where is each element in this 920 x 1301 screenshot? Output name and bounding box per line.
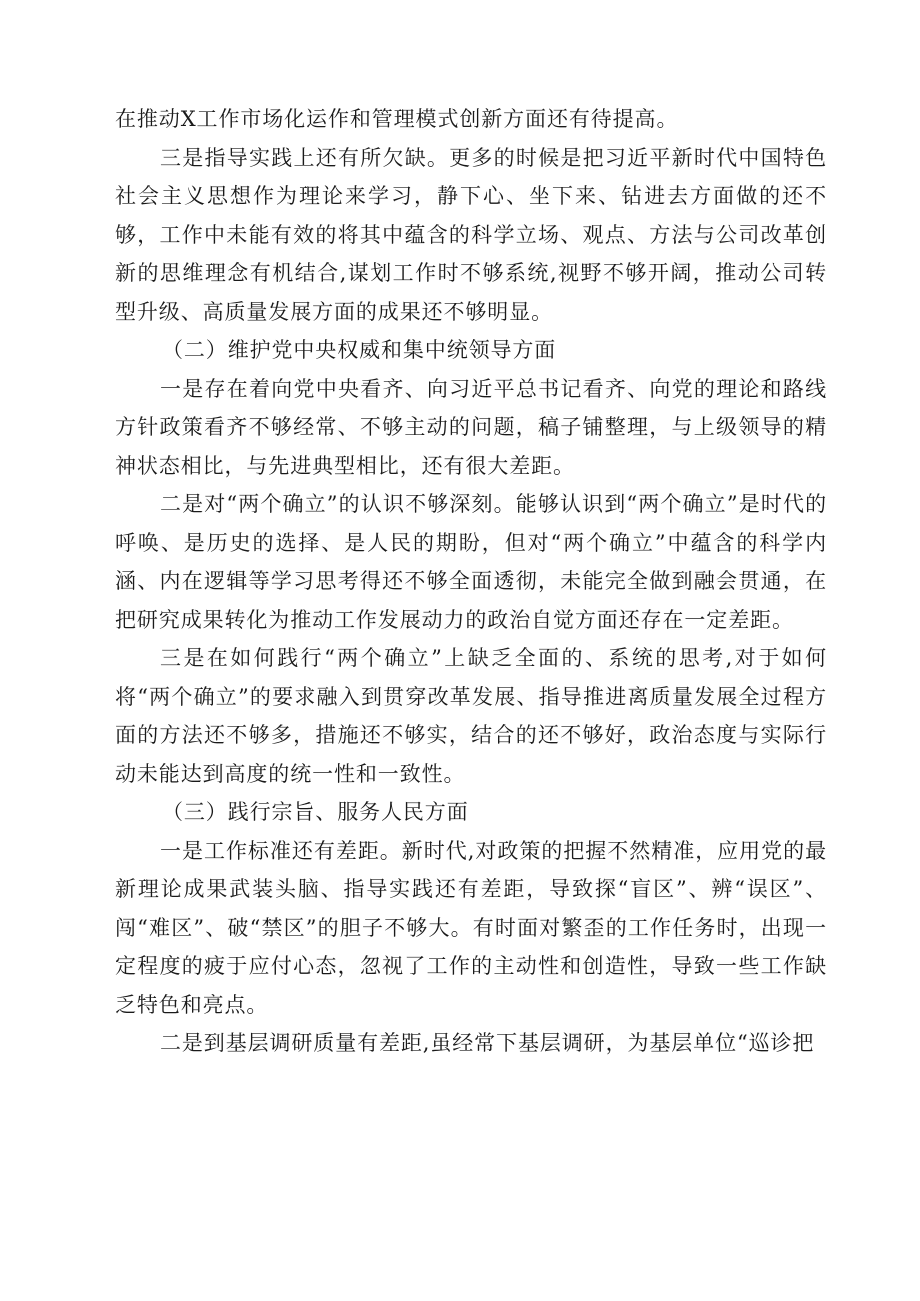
paragraph-alignment: 一是存在着向党中央看齐、向习近平总书记看齐、向党的理论和路线方针政策看齐不够经常、不够主动的问题，稿子铺整理，与上级领导的精神状态相比，与先进典型相比，还有很大差距。 [115, 376, 827, 478]
paragraph-work-standards: 一是工作标准还有差距。新时代,对政策的把握不然精准，应用党的最新理论成果武装头脑、指导实践还有差距，导致探“盲区”、辨“误区”、闯“难区”、破“禁区”的胆子不够大。有时面对繁歪的工作任务时，出现一定程度的疲于应付心态，忽视了工作的主动性和创造性，导致一些工作缺乏特色和亮点。 [115, 838, 827, 1017]
section-heading-2: （二）维护党中央权威和集中统领导方面 [162, 338, 557, 362]
paragraph-grassroots-research: 二是到基层调研质量有差距,虽经常下基层调研，为基层单位“巡诊把 [160, 1031, 815, 1055]
document-body [115, 100, 827, 1063]
paragraph-practice-guidance: 三是指导实践上还有所欠缺。更多的时候是把习近平新时代中国特色社会主义思想作为理论来学习，静下心、坐下来、钻进去方面做的还不够，工作中未能有效的将其中蕴含的科学立场、观点、方法与公司改革创新的思维理念有机结合,谋划工作时不够系统,视野不够开阔，推动公司转型升级、高质量发展方面的成果还不够明显。 [115, 145, 827, 324]
paragraph-two-establishments: 二是对“两个确立”的认识不够深刻。能够认识到“两个确立”是时代的呼唤、是历史的选择、是人民的期盼，但对“两个确立”中蕴含的科学内涵、内在逻辑等学习思考得还不够全面透彻，未能完全做到融会贯通，在把研究成果转化为推动工作发展动力的政治自觉方面还存在一定差距。 [115, 492, 827, 632]
paragraph-continuation: 在推动X工作市场化运作和管理模式创新方面还有待提高。 [115, 107, 679, 131]
section-heading-3: （三）践行宗旨、服务人民方面 [162, 800, 469, 824]
paragraph-practice-establishments: 三是在如何践行“两个确立”上缺乏全面的、系统的思考,对于如何将“两个确立”的要求融入到贯穿改革发展、指导推进离质量发展全过程方面的方法还不够多，措施还不够实，结合的还不够好，政治态度与实际行动未能达到高度的统一性和一致性。 [115, 646, 827, 786]
